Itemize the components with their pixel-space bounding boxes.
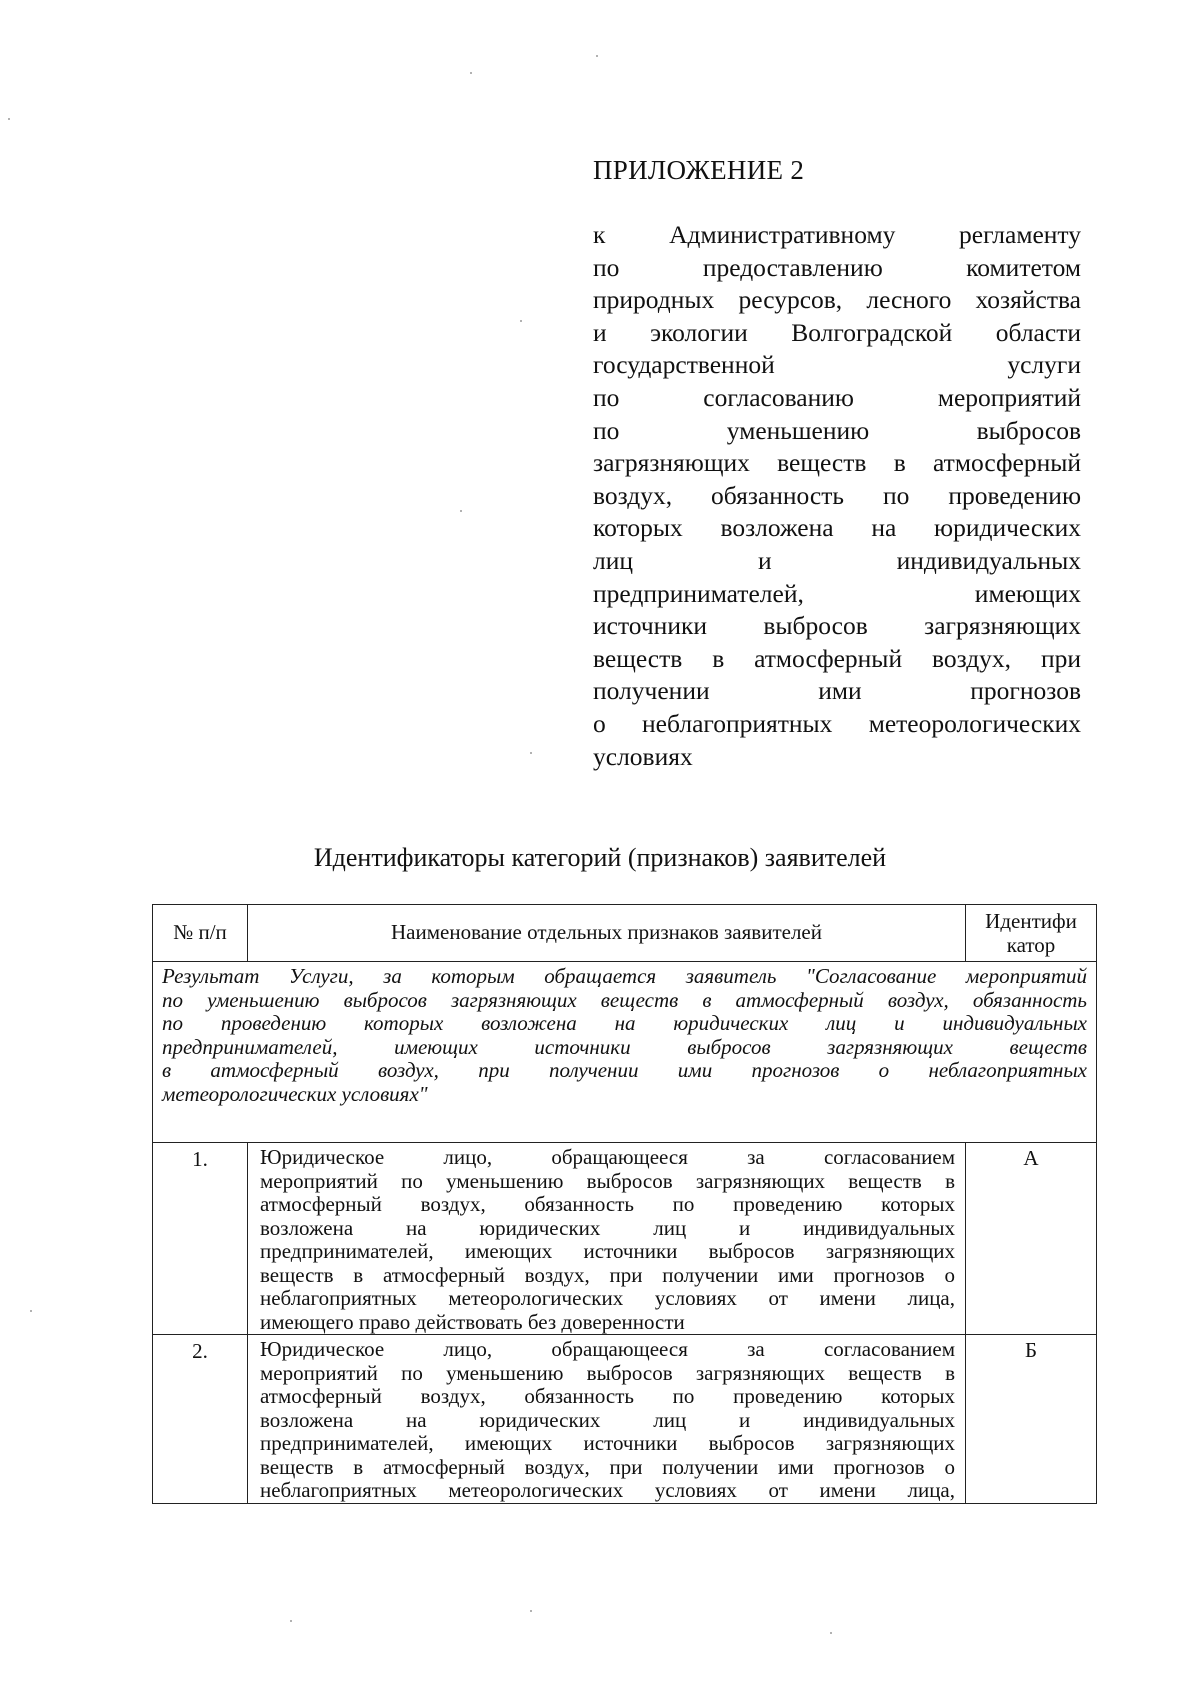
- appendix-line: воздух, обязанность по проведению: [593, 480, 1081, 510]
- row-line: неблагоприятных метеорологических условиях от имени лица,: [260, 1286, 955, 1310]
- result-line: Результат Услуги, за которым обращается заявитель "Согласование мероприятий: [162, 964, 1087, 988]
- appendix-line: по уменьшению выбросов: [593, 415, 1081, 445]
- applicant-identifiers-table: [152, 904, 1097, 1504]
- row-number: 1.: [153, 1143, 248, 1335]
- appendix-title: ПРИЛОЖЕНИЕ 2: [593, 155, 805, 185]
- row-line: предпринимателей, имеющих источники выбросов загрязняющих: [260, 1431, 955, 1455]
- document-heading: Идентификаторы категорий (признаков) заявителей: [313, 843, 887, 872]
- appendix-line: условиях: [593, 741, 693, 771]
- scan-speck: [830, 1632, 832, 1634]
- appendix-line: к Административному регламенту: [593, 220, 1081, 249]
- header-name: Наименование отдельных признаков заявителей: [248, 905, 966, 962]
- row-line: возложена на юридических лиц и индивидуальных: [260, 1407, 955, 1432]
- row-identifier: А: [966, 1143, 1097, 1335]
- row-line: предпринимателей, имеющих источники выбросов загрязняющих: [260, 1239, 955, 1263]
- table-header-row: [153, 905, 1097, 962]
- table-row: [153, 1143, 1097, 1335]
- appendix-line: которых возложена на юридических: [593, 513, 1081, 543]
- row-description: [248, 1143, 966, 1335]
- row-line: атмосферный воздух, обязанность по проведению которых: [260, 1384, 955, 1408]
- appendix-line: источники выбросов загрязняющих: [593, 611, 1081, 641]
- result-line: предпринимателей, имеющих источники выбросов загрязняющих веществ: [162, 1034, 1087, 1059]
- row-line: мероприятий по уменьшению выбросов загрязняющих веществ в: [260, 1360, 955, 1385]
- row-line: веществ в атмосферный воздух, при получении ими прогнозов о: [260, 1262, 955, 1287]
- header-num: № п/п: [153, 905, 248, 962]
- row-line: Юридическое лицо, обращающееся за согласованием: [260, 1145, 955, 1169]
- appendix-line: получении ими прогнозов: [593, 676, 1081, 706]
- result-line: метеорологических условиях": [162, 1081, 428, 1106]
- scan-speck: [520, 320, 522, 322]
- row-line: возложена на юридических лиц и индивидуальных: [260, 1215, 955, 1240]
- table-result-row: [153, 962, 1097, 1143]
- appendix-line: и экологии Волгоградской области: [593, 317, 1081, 347]
- row-identifier: Б: [966, 1335, 1097, 1504]
- row-line: имеющего право действовать без доверенности: [260, 1309, 685, 1334]
- row-description: [248, 1335, 966, 1504]
- scan-speck: [30, 1310, 32, 1312]
- appendix-line: по предоставлению комитетом: [593, 252, 1081, 282]
- appendix-line: о неблагоприятных метеорологических: [593, 708, 1081, 738]
- header-identifier-line: Идентифи: [985, 909, 1077, 933]
- row-line: неблагоприятных метеорологических условиях от имени лица,: [260, 1478, 955, 1502]
- appendix-line: государственной услуги: [593, 350, 1081, 380]
- scan-speck: [530, 752, 532, 754]
- row-line: веществ в атмосферный воздух, при получении ими прогнозов о: [260, 1454, 955, 1479]
- scan-speck: [530, 1610, 532, 1612]
- appendix-line: природных ресурсов, лесного хозяйства: [593, 285, 1081, 315]
- appendix-line: веществ в атмосферный воздух, при: [593, 643, 1081, 673]
- result-line: по проведению которых возложена на юридических лиц и индивидуальных: [162, 1011, 1087, 1035]
- row-line: Юридическое лицо, обращающееся за согласованием: [260, 1337, 955, 1361]
- header-identifier: [966, 905, 1097, 962]
- scan-speck: [8, 118, 10, 120]
- result-line: по уменьшению выбросов загрязняющих веществ в атмосферный воздух, обязанность: [162, 987, 1087, 1012]
- row-line: мероприятий по уменьшению выбросов загрязняющих веществ в: [260, 1168, 955, 1193]
- scan-speck: [460, 510, 462, 512]
- scan-speck: [290, 1620, 292, 1622]
- appendix-line: загрязняющих веществ в атмосферный: [593, 448, 1081, 478]
- service-result-cell: [153, 962, 1097, 1143]
- appendix-line: лиц и индивидуальных: [593, 545, 1081, 575]
- appendix-line: предпринимателей, имеющих: [593, 578, 1081, 608]
- appendix-subtitle: [593, 219, 1081, 773]
- header-identifier-line: катор: [1006, 933, 1056, 957]
- row-number: 2.: [153, 1335, 248, 1504]
- row-line: атмосферный воздух, обязанность по проведению которых: [260, 1192, 955, 1216]
- appendix-line: по согласованию мероприятий: [593, 382, 1081, 412]
- scan-speck: [596, 55, 598, 57]
- scan-speck: [470, 72, 472, 74]
- result-line: в атмосферный воздух, при получении ими прогнозов о неблагоприятных: [162, 1058, 1087, 1082]
- table-row: [153, 1335, 1097, 1504]
